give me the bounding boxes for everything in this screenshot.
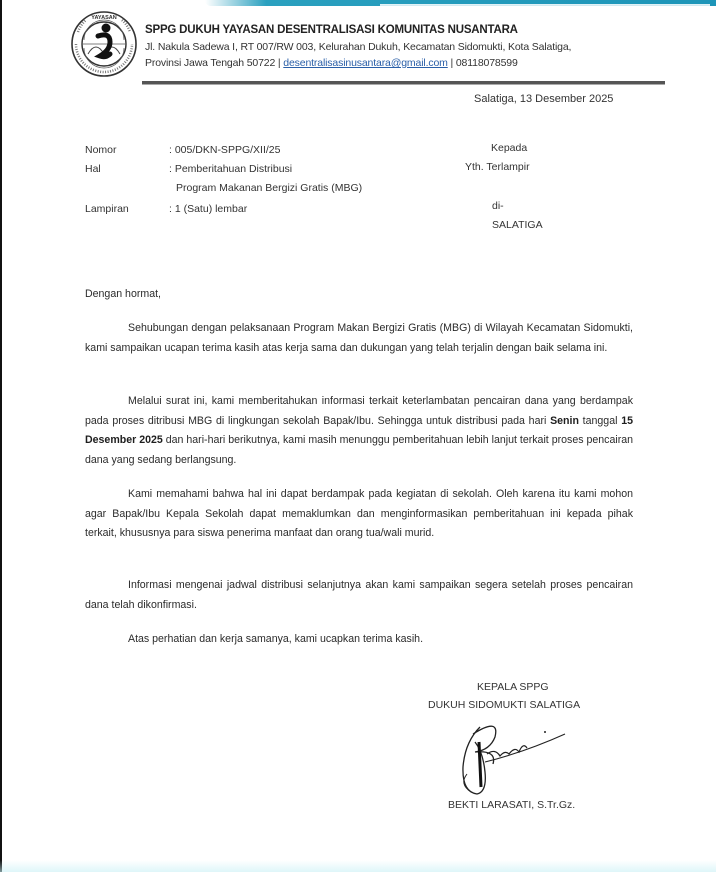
recipient-city: SALATIGA (492, 219, 543, 231)
paragraph-2 (85, 392, 633, 470)
handwritten-signature-icon (445, 712, 575, 804)
recipient-yth: Yth. Terlampir (465, 161, 530, 173)
email-link[interactable]: desentralisasinusantara@gmail.com (283, 57, 448, 69)
paragraph-1 (85, 319, 633, 358)
paragraph-2-text-b: tanggal (578, 414, 622, 427)
paragraph-5-text: Atas perhatian dan kerja samanya, kami ucapkan terima kasih. (128, 633, 424, 645)
nomor-value: : 005/DKN-SPPG/XII/25 (169, 144, 281, 156)
yayasan-logo-icon (70, 10, 138, 78)
hal-value-line2: Program Makanan Bergizi Gratis (MBG) (176, 182, 363, 194)
letter-date: Salatiga, 13 Desember 2025 (474, 93, 614, 105)
image-edge-border (0, 0, 2, 872)
organization-contact (145, 57, 518, 69)
recipient-di: di- (492, 200, 504, 212)
paragraph-3 (85, 485, 633, 544)
salutation: Dengan hormat, (85, 288, 161, 300)
svg-text:YAYASAN: YAYASAN (91, 15, 117, 21)
lampiran-value: : 1 (Satu) lembar (169, 203, 248, 215)
phone-number: | 08118078599 (447, 57, 518, 69)
signatory-name: BEKTI LARASATI, S.Tr.Gz. (448, 799, 576, 811)
signatory-unit: DUKUH SIDOMUKTI SALATIGA (428, 699, 581, 711)
bottom-edge-glow (0, 860, 716, 872)
paragraph-3-text: Kami memahami bahwa hal ini dapat berdampak pada kegiatan di sekolah. Oleh karena itu kami mohon agar Bapak/Ibu Kepala Sekolah dapat memaklumkan dan menginformasikan pemberitahuan ini kepada pihak terkait, khususnya para siswa penerima manfaat dan orang tua/wali murid. (85, 488, 633, 539)
paragraph-4 (85, 576, 633, 615)
status-bar-glare (380, 4, 710, 16)
nomor-label: Nomor (85, 144, 117, 156)
hal-value-line1: : Pemberitahuan Distribusi (169, 163, 293, 175)
paragraph-4-text: Informasi mengenai jadwal distribusi selanjutnya akan kami sampaikan segera setelah proses pencairan dana telah dikonfirmasi. (85, 579, 633, 611)
paragraph-5 (85, 630, 633, 650)
organization-address: Jl. Nakula Sadewa I, RT 007/RW 003, Kelurahan Dukuh, Kecamatan Sidomukti, Kota Salatiga, (145, 41, 572, 53)
signatory-title: KEPALA SPPG (477, 681, 549, 693)
paragraph-1-text: Sehubungan dengan pelaksanaan Program Makan Bergizi Gratis (MBG) di Wilayah Kecamatan Sidomukti, kami sampaikan ucapan terima kasih atas kerja sama dan dukungan yang telah terjalin dengan baik selama ini. (85, 322, 633, 354)
paragraph-2-text-c: dan hari-hari berikutnya, kami masih menunggu pemberitahuan lebih lanjut terkait proses pencairan dana yang sedang berlangsung. (85, 434, 634, 466)
lampiran-label: Lampiran (85, 203, 129, 215)
highlight-date: 15 Desember 2025 (85, 414, 633, 446)
organization-name: SPPG DUKUH YAYASAN DESENTRALISASI KOMUNITAS NUSANTARA (145, 24, 518, 36)
recipient-kepada: Kepada (491, 142, 528, 154)
hal-label: Hal (85, 163, 101, 175)
province-postcode: Provinsi Jawa Tengah 50722 | (145, 57, 284, 69)
paragraph-2-text-a: Melalui surat ini, kami memberitahukan informasi terkait keterlambatan pencairan dana yang berdampak pada proses ditribusi MBG di lingkungan sekolah Bapak/Ibu. Sehingga untuk distribusi pada hari (85, 395, 633, 427)
highlight-day: Senin (550, 414, 579, 427)
letterhead-divider (142, 81, 665, 85)
